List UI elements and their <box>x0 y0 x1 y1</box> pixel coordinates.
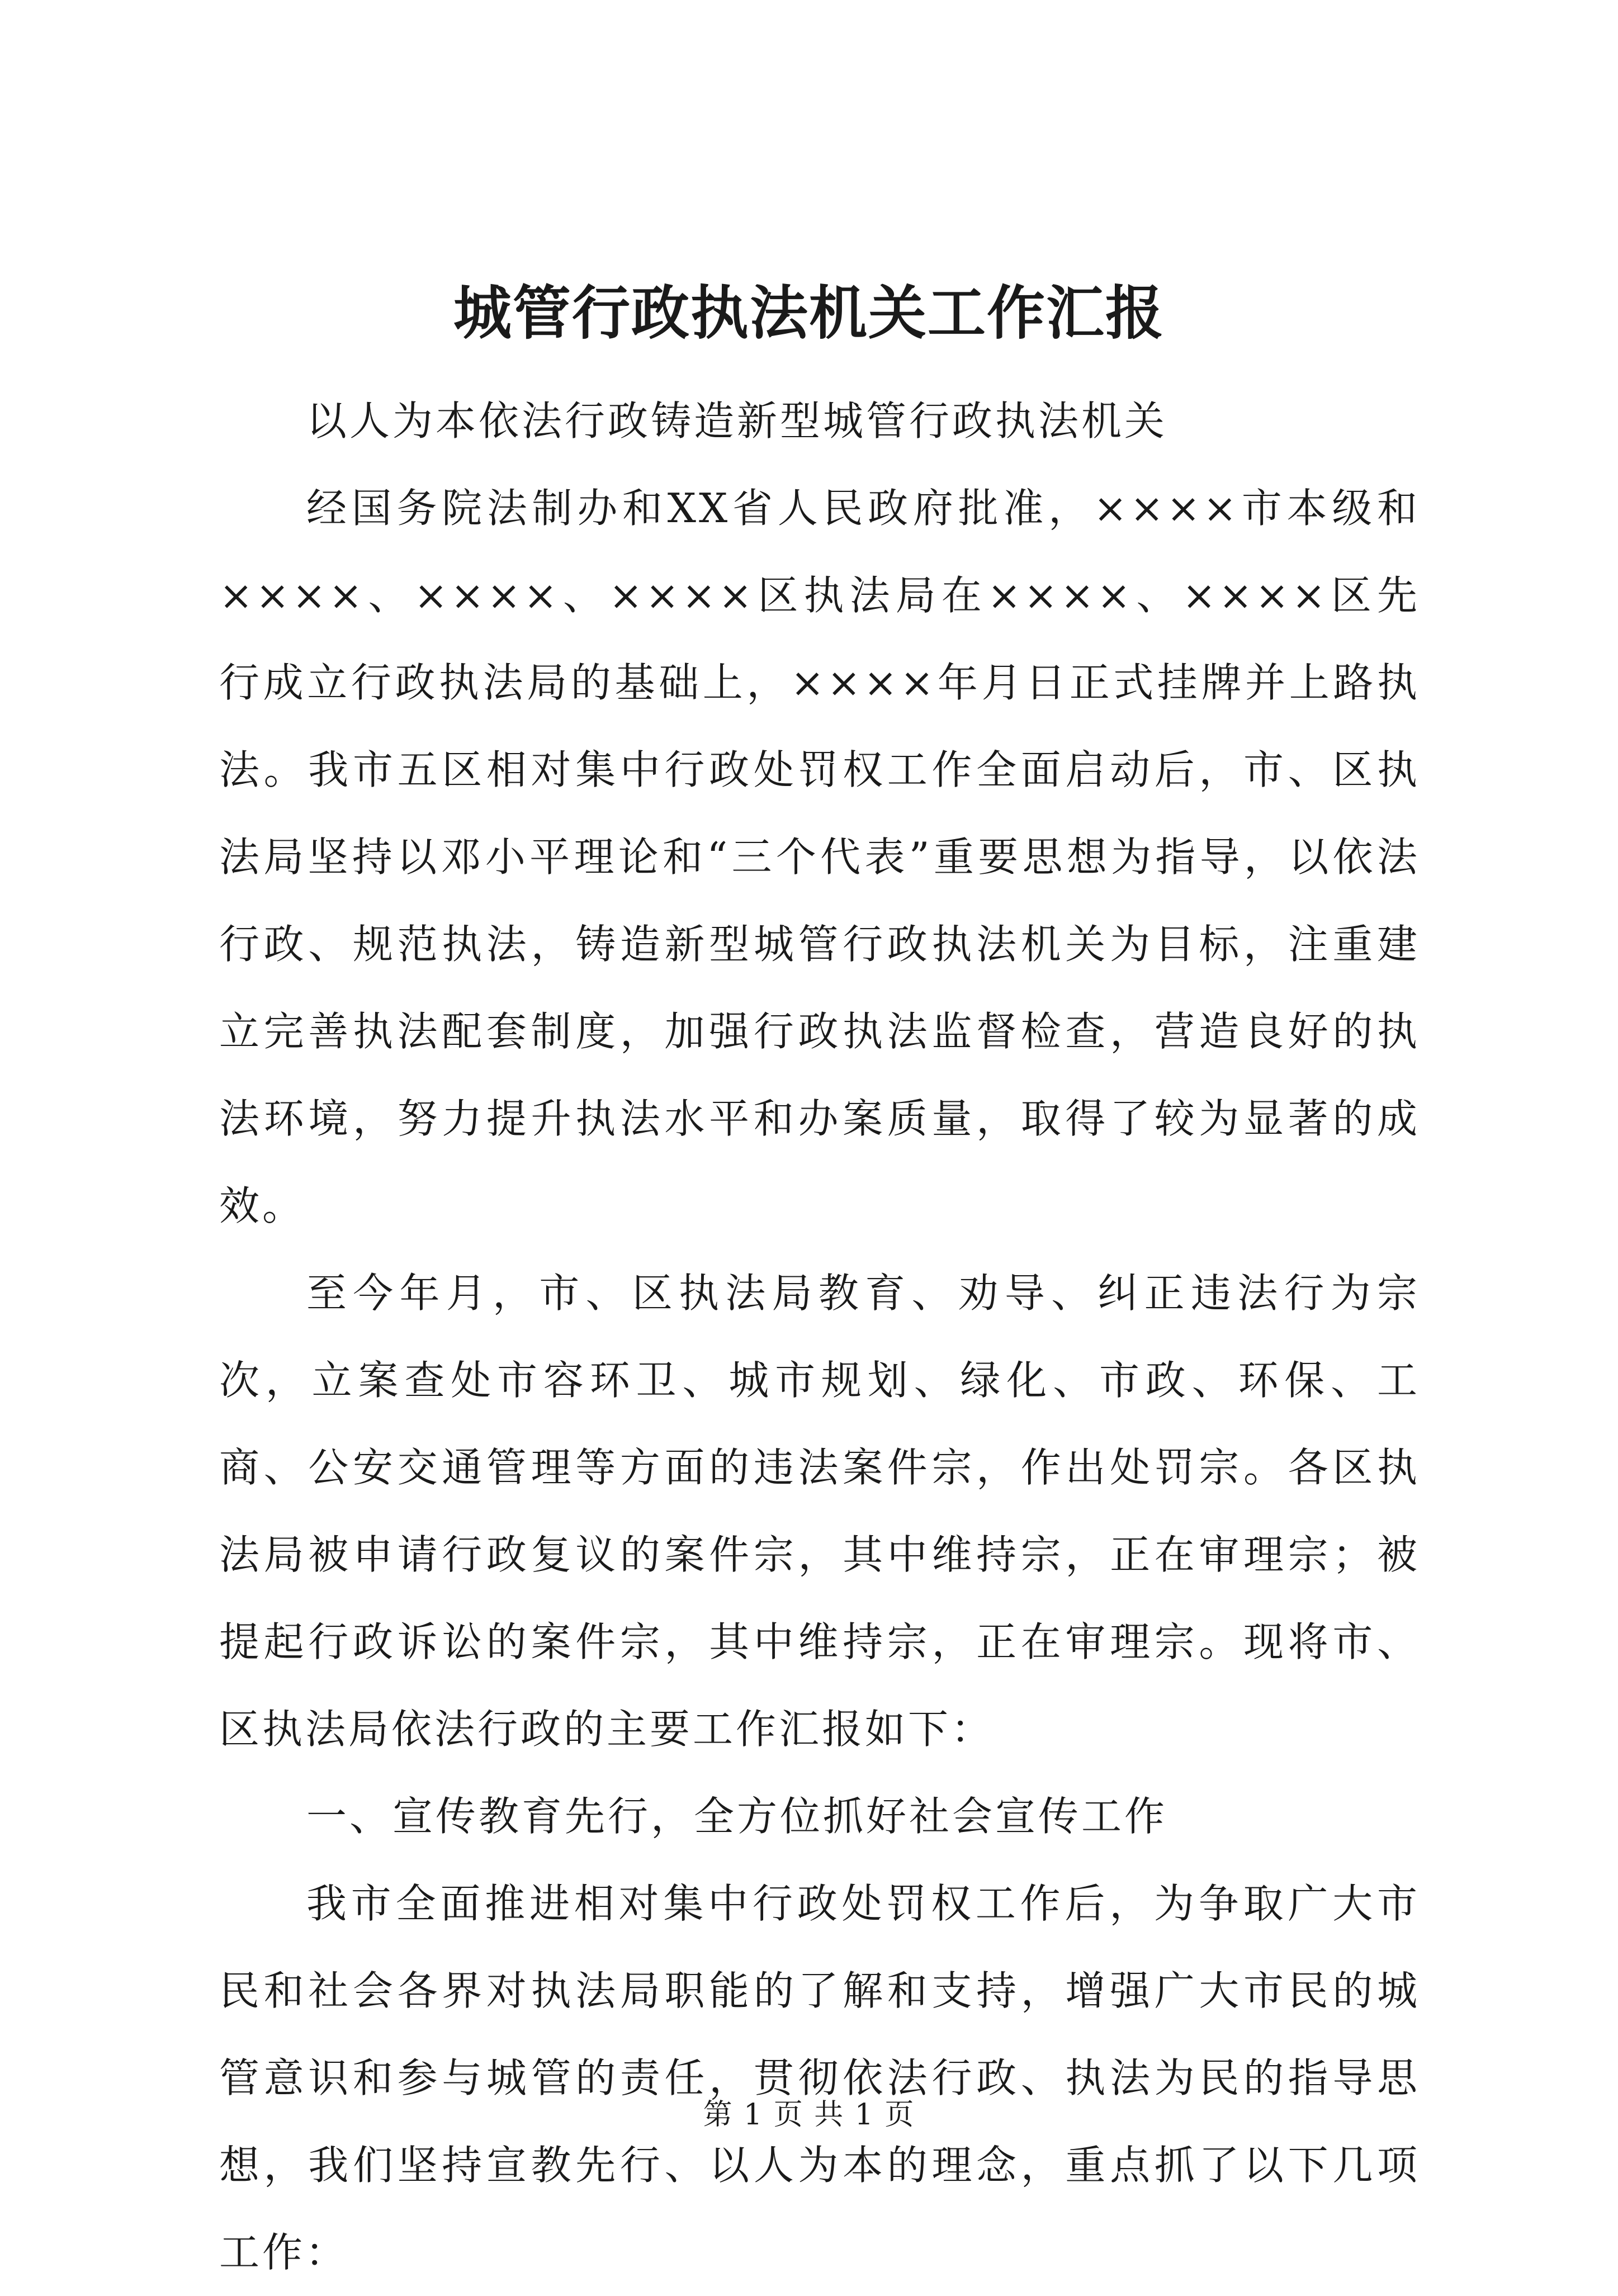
document-title: 城管行政执法机关工作汇报 <box>453 278 1165 347</box>
document-subtitle: 以人为本依法行政铸造新型城管行政执法机关 <box>306 397 1168 444</box>
body-paragraph: 经国务院法制办和XX省人民政府批准，××××市本级和××××、××××、××××区执法局在××××、××××区先行成立行政执法局的基础上，××××年月日正式挂牌并上路执法。我市五区相对集中行政处罚权工作全面启动后，市、区执法局坚持以邓小平理论和“三个代表”重要思想为指导，以依法行政、规范执法，铸造新型城管行政执法机关为目标，注重建立完善执法配套制度，加强行政执法监督检查，营造良好的执法环境，努力提升执法水平和办案质量，取得了较为显著的成效。 <box>219 485 1420 1229</box>
section-paragraph: 我市全面推进相对集中行政处罚权工作后，为争取广大市民和社会各界对执法局职能的了解和支持，增强广大市民的城管意识和参与城管的责任，贯彻依法行政、执法为民的指导思想，我们坚持宣教先行、以人为本的理念，重点抓了以下几项工作： <box>219 1880 1420 2276</box>
document-body <box>219 377 1420 2296</box>
body-paragraph: 至今年月，市、区执法局教育、劝导、纠正违法行为宗次，立案查处市容环卫、城市规划、绿化、市政、环保、工商、公安交通管理等方面的违法案件宗，作出处罚宗。各区执法局被申请行政复议的案件宗，其中维持宗，正在审理宗；被提起行政诉讼的案件宗，其中维持宗，正在审理宗。现将市、区执法局依法行政的主要工作汇报如下： <box>219 1270 1420 1753</box>
page-footer: 第 1 页 共 1 页 <box>703 2098 915 2132</box>
section-heading: 一、宣传教育先行，全方位抓好社会宣传工作 <box>306 1793 1168 1840</box>
